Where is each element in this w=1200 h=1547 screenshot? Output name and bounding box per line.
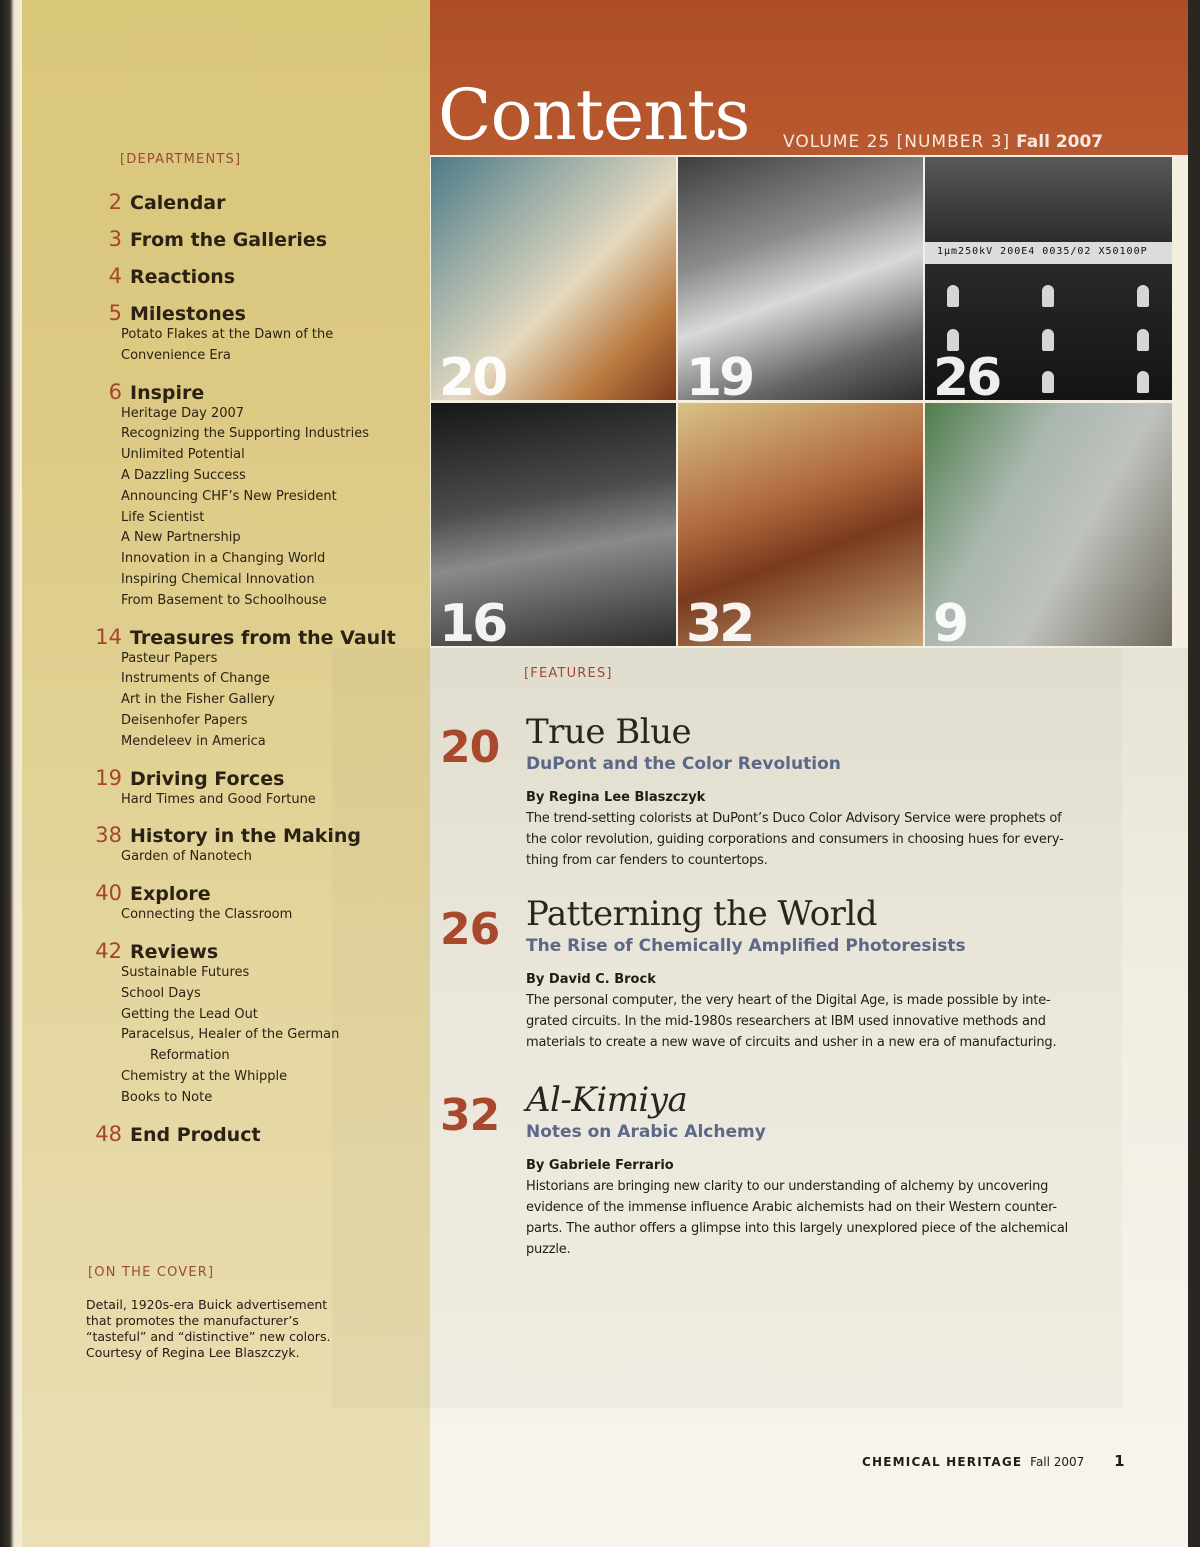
feature-title: Al-Kimiya [526, 1080, 688, 1120]
department-subitem: Chemistry at the Whipple [121, 1068, 288, 1084]
feature-description-line: the color revolution, guiding corporations and consumers in choosing hues for every- [526, 832, 1064, 847]
department-subitem: Reformation [150, 1048, 230, 1064]
department-name: Reviews [130, 940, 219, 963]
feature-byline: By David C. Brock [526, 972, 656, 987]
page-title: Contents [438, 74, 750, 156]
feature-description-line: evidence of the immense influence Arabic alchemists had on their Western counter- [526, 1200, 1057, 1215]
department-subitem: Life Scientist [121, 509, 205, 525]
department-name: End Product [130, 1123, 261, 1146]
feature-body [526, 712, 1114, 871]
department-page: 38 [95, 823, 122, 848]
micrograph-pillar [1137, 285, 1149, 307]
department-subitem: Recognizing the Supporting Industries [121, 426, 369, 442]
features-heading: [FEATURES] [524, 666, 613, 681]
photo-page-number: 32 [686, 594, 753, 646]
feature-description-line: materials to create a new wave of circuits and usher in a new era of manufacturing. [526, 1035, 1057, 1050]
department-subitem: Paracelsus, Healer of the German [121, 1027, 340, 1043]
department-page: 6 [108, 379, 122, 404]
department-subitem: Art in the Fisher Gallery [121, 692, 275, 708]
issue-volume: VOLUME 25 [NUMBER 3] [783, 132, 1011, 152]
photo-tile-micrograph[interactable] [925, 157, 1172, 400]
departments-list [84, 190, 394, 1159]
feature-title: True Blue [526, 712, 692, 752]
department-subitem: Mendeleev in America [121, 733, 266, 749]
feature-subtitle: DuPont and the Color Revolution [526, 754, 841, 774]
cover-caption-line: “tasteful” and “distinctive” new colors. [86, 1329, 331, 1344]
department-page: 2 [108, 190, 122, 214]
department-item[interactable] [84, 823, 394, 868]
feature-description-line: parts. The author offers a glimpse into this largely unexplored piece of the alchemical [526, 1221, 1069, 1236]
department-subitem: Garden of Nanotech [121, 849, 252, 865]
micrograph-pillar [1042, 285, 1054, 307]
department-subitem: Getting the Lead Out [121, 1006, 258, 1022]
department-item[interactable] [84, 227, 394, 251]
department-name: Calendar [130, 192, 226, 214]
department-item[interactable] [84, 301, 394, 367]
feature-page: 26 [440, 904, 500, 955]
feature-description [526, 990, 1114, 1053]
photo-tile-president[interactable] [925, 403, 1172, 646]
department-name: Treasures from the Vault [130, 626, 396, 649]
department-subitem: Pasteur Papers [121, 650, 218, 666]
photo-page-number: 9 [933, 594, 967, 646]
department-name: Inspire [130, 381, 205, 404]
micrograph-pillar [1042, 329, 1054, 351]
feature-description-line: Historians are bringing new clarity to our understanding of alchemy by uncovering [526, 1179, 1049, 1194]
cover-caption-line: that promotes the manufacturer’s [86, 1313, 299, 1328]
cover-caption-line: Detail, 1920s-era Buick advertisement [86, 1297, 328, 1312]
photo-tile-scientist[interactable] [678, 157, 923, 400]
page-footer [862, 1452, 1125, 1470]
department-subitem: Connecting the Classroom [121, 907, 293, 923]
department-item[interactable] [84, 881, 394, 926]
issue-season: Fall 2007 [1016, 132, 1104, 152]
feature-byline: By Gabriele Ferrario [526, 1158, 674, 1173]
department-name: History in the Making [130, 825, 361, 848]
feature-description-line: puzzle. [526, 1242, 571, 1257]
feature-description [526, 1176, 1114, 1260]
feature-byline: By Regina Lee Blaszczyk [526, 790, 706, 805]
department-item[interactable] [84, 766, 394, 811]
department-item[interactable] [84, 625, 394, 753]
feature-body [526, 1080, 1114, 1260]
department-subitem: Deisenhofer Papers [121, 712, 248, 728]
department-subitem: Inspiring Chemical Innovation [121, 571, 315, 587]
department-page: 42 [95, 938, 122, 963]
department-subitem: Instruments of Change [121, 671, 270, 687]
department-page: 40 [95, 881, 122, 906]
department-subitem: School Days [121, 985, 201, 1001]
micrograph-scale-bar [925, 242, 1172, 264]
department-name: Explore [130, 883, 211, 906]
department-subitem: From Basement to Schoolhouse [121, 592, 327, 608]
micrograph-pillar [947, 285, 959, 307]
photo-page-number: 26 [933, 348, 1000, 400]
footer-season: Fall 2007 [1030, 1455, 1085, 1469]
cover-heading: [ON THE COVER] [88, 1265, 215, 1280]
micrograph-pillar [1137, 329, 1149, 351]
feature-title: Patterning the World [526, 894, 878, 934]
department-page: 48 [95, 1121, 122, 1146]
department-subitem: Sustainable Futures [121, 964, 250, 980]
department-subitem: Hard Times and Good Fortune [121, 791, 316, 807]
feature-description [526, 808, 1114, 871]
department-item[interactable] [84, 939, 394, 1109]
department-name: Driving Forces [130, 767, 285, 790]
departments-heading: [DEPARTMENTS] [120, 152, 242, 167]
feature-description-line: The personal computer, the very heart of the Digital Age, is made possible by inte- [526, 993, 1051, 1008]
micrograph-pillar [1137, 371, 1149, 393]
department-item[interactable] [84, 264, 394, 288]
department-subitem: Unlimited Potential [121, 447, 245, 463]
department-subitem: Potato Flakes at the Dawn of the [121, 327, 334, 342]
photo-tile-manuscript[interactable] [678, 403, 923, 646]
department-subitem: Announcing CHF’s New President [121, 488, 337, 504]
department-subitem: A New Partnership [121, 530, 241, 546]
page-number: 1 [1114, 1452, 1125, 1470]
photo-tile-family[interactable] [431, 403, 676, 646]
photo-page-number: 19 [686, 348, 753, 400]
department-name: Milestones [130, 303, 246, 325]
department-item[interactable] [84, 1122, 394, 1146]
department-subitem: Books to Note [121, 1089, 213, 1105]
department-subitem: Innovation in a Changing World [121, 551, 326, 567]
department-item[interactable] [84, 190, 394, 214]
micrograph-pillar [1042, 371, 1054, 393]
photo-page-number: 16 [439, 594, 506, 646]
feature-description-line: The trend-setting colorists at DuPont’s Duco Color Advisory Service were prophets of [526, 811, 1062, 826]
spine-edge [0, 0, 22, 1547]
department-name: From the Galleries [130, 229, 328, 251]
department-page: 4 [108, 264, 122, 288]
department-name: Reactions [130, 266, 236, 288]
photo-page-number: 20 [439, 348, 506, 400]
department-page: 3 [108, 227, 122, 251]
micrograph-label: 1µm250kV 200E4 0035/02 X50100P [937, 246, 1148, 257]
feature-subtitle: The Rise of Chemically Amplified Photoresists [526, 936, 966, 956]
department-item[interactable] [84, 380, 394, 612]
department-page: 19 [95, 765, 122, 790]
footer-magazine: CHEMICAL HERITAGE [862, 1455, 1023, 1469]
feature-description-line: thing from car fenders to countertops. [526, 853, 768, 868]
department-subitem: Heritage Day 2007 [121, 405, 245, 421]
issue-info [783, 132, 1103, 152]
department-page: 14 [95, 624, 122, 649]
department-subitem: A Dazzling Success [121, 467, 246, 483]
feature-description-line: grated circuits. In the mid-1980s researchers at IBM used innovative methods and [526, 1014, 1046, 1029]
feature-subtitle: Notes on Arabic Alchemy [526, 1122, 766, 1142]
cover-caption-line: Courtesy of Regina Lee Blaszczyk. [86, 1345, 300, 1360]
department-page: 5 [108, 301, 122, 325]
feature-page: 20 [440, 722, 500, 773]
department-subitem: Convenience Era [121, 347, 231, 363]
feature-body [526, 894, 1114, 1053]
photo-tile-buick-ad[interactable] [431, 157, 676, 400]
cover-caption [86, 1297, 386, 1361]
feature-page: 32 [440, 1090, 500, 1141]
